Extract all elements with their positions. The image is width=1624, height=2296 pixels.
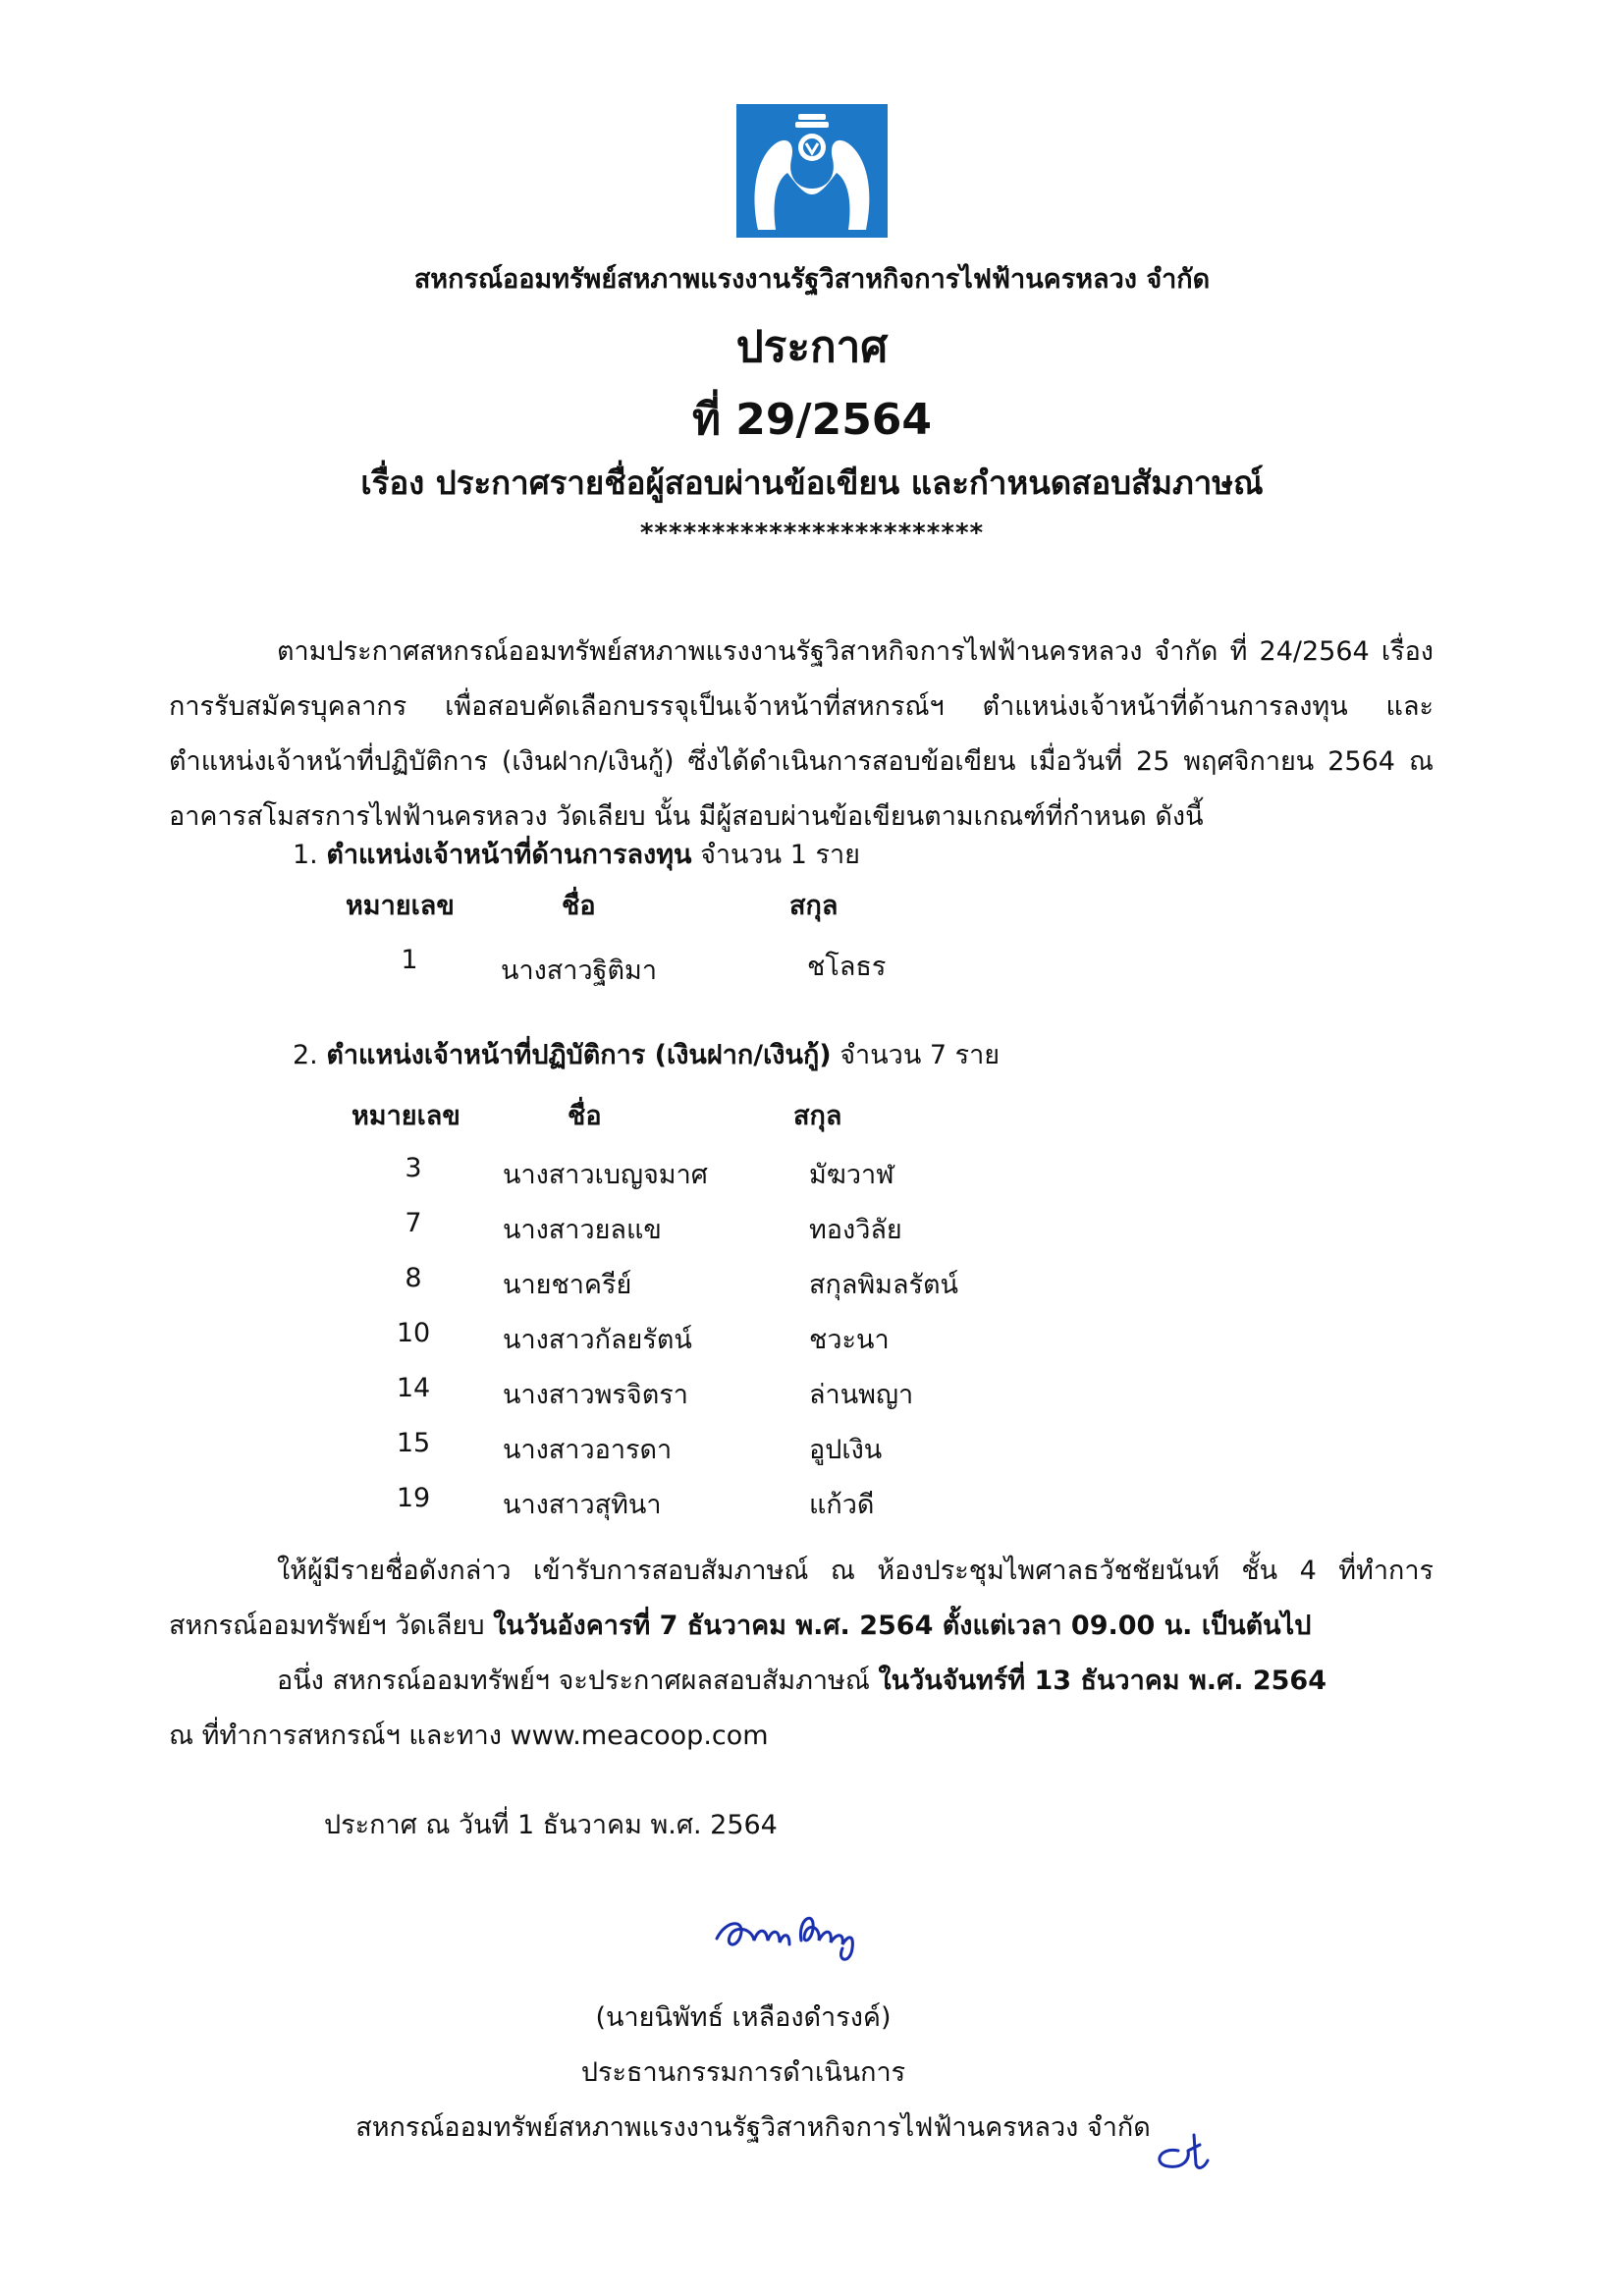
cooperative-logo-icon: [736, 104, 888, 238]
table-row-surname: สกุลพิมลรัตน์: [809, 1270, 959, 1300]
section-2-title: ตำแหน่งเจ้าหน้าที่ปฏิบัติการ (เงินฝาก/เงินกู้): [326, 1040, 832, 1070]
table-row-surname: ทองวิลัย: [809, 1215, 902, 1245]
result-text: อนึ่ง สหกรณ์ออมทรัพย์ฯ จะประกาศผลสอบสัมภาษณ์: [277, 1666, 879, 1696]
announcement-subject: เรื่อง ประกาศรายชื่อผู้สอบผ่านข้อเขียน และกำหนดสอบสัมภาษณ์: [360, 464, 1264, 502]
table-row-no: 8: [405, 1263, 422, 1293]
interview-paragraph: [169, 1544, 1434, 1764]
intro-paragraph: [169, 625, 1434, 845]
signer-position: ประธานกรรมการดำเนินการ: [580, 2057, 906, 2088]
table-row-no: 10: [396, 1318, 431, 1348]
table-row-name: นางสาวสุทินา: [503, 1490, 662, 1520]
document-title: ประกาศ: [735, 322, 889, 372]
table-row-no: 15: [396, 1428, 431, 1458]
table-row-no: 1: [401, 945, 418, 975]
interview-text: ให้ผู้มีรายชื่อดังกล่าว เข้ารับการสอบสัมภาษณ์ ณ ห้องประชุมไพศาลธวัชชัยนันท์ ชั้น 4 ที่ทำการสหกรณ์ออมทรัพย์ฯ วัดเลียบ: [169, 1556, 1434, 1641]
section-2-header-no: หมายเลข: [352, 1101, 460, 1131]
table-row-name: นางสาวเบญจมาศ: [503, 1160, 708, 1190]
table-row-name: นางสาวอารดา: [503, 1435, 673, 1465]
table-row-no: 3: [405, 1153, 422, 1183]
table-row-surname: ชวะนา: [809, 1325, 890, 1355]
separator: ************************: [639, 519, 985, 548]
section-1-heading: [293, 833, 860, 875]
table-row-name: นายชาครีย์: [503, 1270, 632, 1300]
section-1-number: 1.: [293, 840, 318, 870]
table-row-name: นางสาวยลแข: [503, 1215, 662, 1245]
intro-text: ตามประกาศสหกรณ์ออมทรัพย์สหภาพแรงงานรัฐวิสาหกิจการไฟฟ้านครหลวง จำกัด ที่ 24/2564 เรื่อง การรับสมัครบุคลากร เพื่อสอบคัดเลือกบรรจุเป็นเจ้าหน้าที่สหกรณ์ฯ ตำแหน่งเจ้าหน้าที่ด้านการลงทุน และ ตำแหน่งเจ้าหน้าที่ปฏิบัติการ (เงินฝาก/เงินกู้) ซึ่งได้ดำเนินการสอบข้อเขียน เมื่อวันที่ 25 พฤศจิกายน 2564 ณ อาคารสโมสรการไฟฟ้านครหลวง วัดเลียบ นั้น มีผู้สอบผ่านข้อเขียนตามเกณฑ์ที่กำหนด ดังนี้: [169, 636, 1434, 832]
table-row-surname: มัฆวาฬ: [809, 1160, 894, 1190]
section-1-count: จำนวน 1 ราย: [700, 840, 860, 870]
result-date: ในวันจันทร์ที่ 13 ธันวาคม พ.ศ. 2564: [878, 1666, 1327, 1696]
signer-organization: สหกรณ์ออมทรัพย์สหภาพแรงงานรัฐวิสาหกิจการไฟฟ้านครหลวง จำกัด: [355, 2112, 1151, 2143]
signer-name: (นายนิพัทธ์ เหลืองดำรงค์): [595, 2002, 892, 2033]
announcement-number: ที่ 29/2564: [691, 395, 933, 445]
table-row-surname: ชโลธร: [807, 952, 887, 982]
table-row-name: นางสาวฐิติมา: [501, 956, 657, 986]
section-1-header-surname: สกุล: [789, 891, 839, 921]
table-row-surname: อูปเงิน: [809, 1435, 883, 1465]
organization-name: สหกรณ์ออมทรัพย์สหภาพแรงงานรัฐวิสาหกิจการไฟฟ้านครหลวง จำกัด: [413, 264, 1211, 295]
section-2-count: จำนวน 7 ราย: [839, 1040, 1001, 1070]
section-2-number: 2.: [293, 1040, 318, 1070]
table-row-no: 14: [396, 1373, 431, 1403]
section-1-title: ตำแหน่งเจ้าหน้าที่ด้านการลงทุน: [326, 840, 692, 870]
section-2-header-name: ชื่อ: [568, 1101, 602, 1131]
table-row-name: นางสาวกัลยรัตน์: [503, 1325, 692, 1355]
table-row-name: นางสาวพรจิตรา: [503, 1380, 688, 1410]
interview-date: ในวันอังคารที่ 7 ธันวาคม พ.ศ. 2564 ตั้งแต่เวลา 09.00 น. เป็นต้นไป: [493, 1611, 1312, 1641]
section-1-header-no: หมายเลข: [346, 891, 455, 921]
signature-icon: [707, 1889, 884, 1968]
section-2-heading: [293, 1033, 1000, 1075]
section-1-header-name: ชื่อ: [562, 891, 596, 921]
table-row-surname: ล่านพญา: [809, 1380, 914, 1410]
table-row-surname: แก้วดี: [809, 1490, 875, 1520]
section-2-header-surname: สกุล: [793, 1101, 842, 1131]
table-row-no: 7: [405, 1208, 422, 1238]
result-location: ณ ที่ทำการสหกรณ์ฯ และทาง www.meacoop.com: [169, 1721, 769, 1751]
table-row-no: 19: [396, 1483, 431, 1513]
initials-icon: [1139, 2121, 1227, 2180]
announcement-date: ประกาศ ณ วันที่ 1 ธันวาคม พ.ศ. 2564: [324, 1810, 778, 1840]
